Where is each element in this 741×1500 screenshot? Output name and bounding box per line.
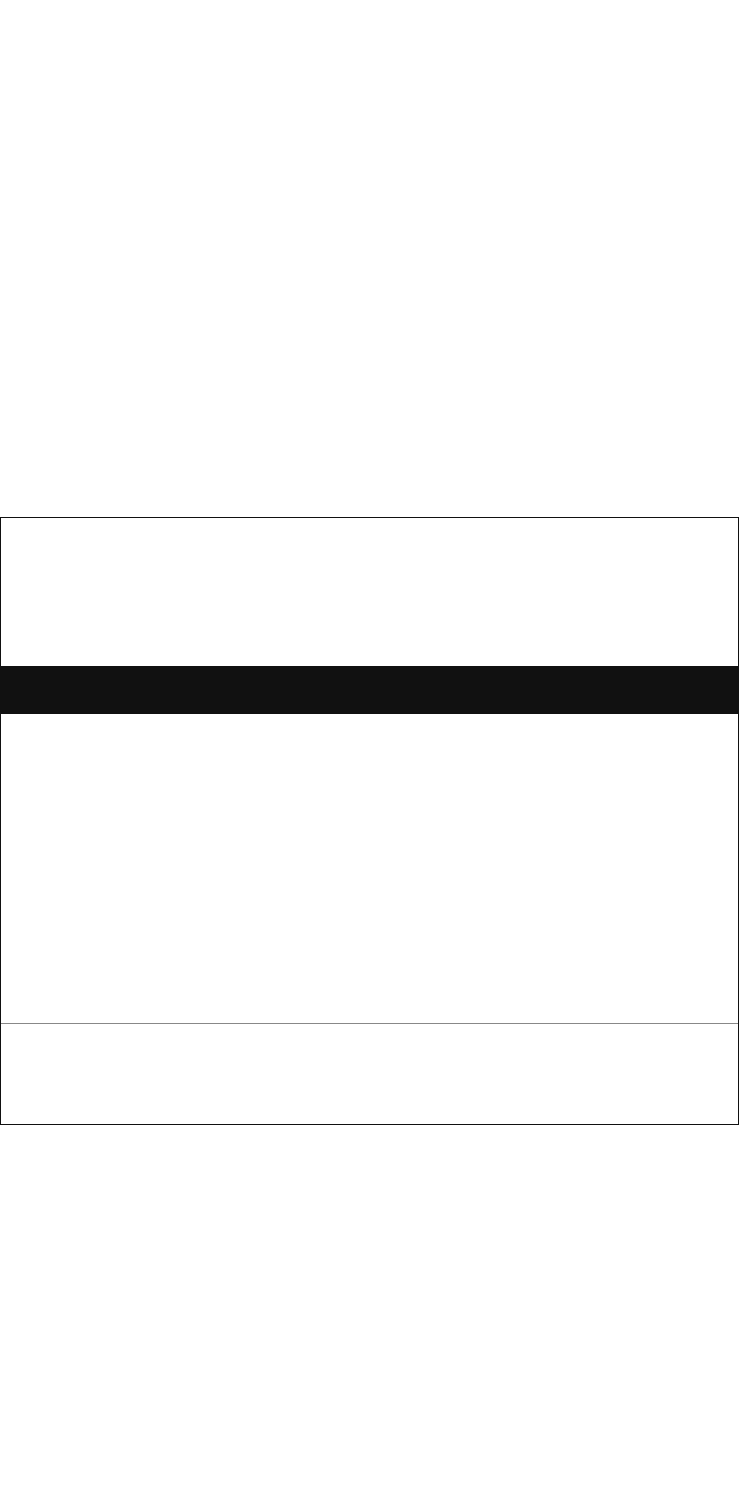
- nutrition-header: [1, 518, 738, 522]
- column-header-nutrient: [1, 666, 460, 714]
- reference-intake-footnote: [1, 1023, 738, 1028]
- column-header: [525, 666, 612, 714]
- spanish-label-text: [0, 0, 741, 510]
- nutrition-table: [1, 666, 738, 714]
- net-weight: [0, 1452, 741, 1498]
- nutrition-facts-panel: [0, 517, 739, 1125]
- column-header: [675, 666, 738, 714]
- column-header: [460, 666, 525, 714]
- column-header: [612, 666, 675, 714]
- table-header-row: [1, 666, 738, 714]
